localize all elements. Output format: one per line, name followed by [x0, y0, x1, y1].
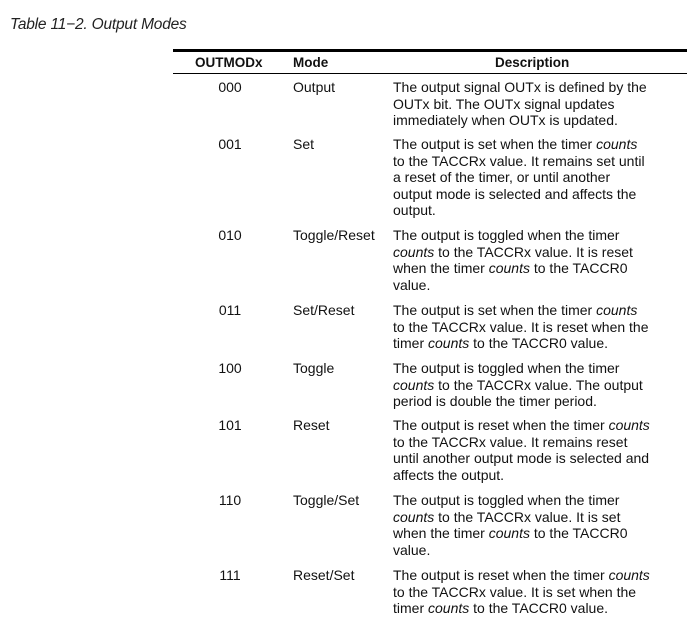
- outmod-code: 001: [218, 136, 242, 152]
- text-segment: The output is reset when the timer: [393, 567, 609, 583]
- text-segment: to the TACCR0 value.: [469, 600, 609, 616]
- text-segment: timer: [393, 335, 428, 351]
- text-segment: to the TACCRx value. The output: [434, 376, 643, 393]
- text-segment: to the TACCR0: [529, 260, 628, 276]
- description-line: [393, 202, 645, 219]
- description-line: [393, 567, 650, 584]
- emphasis-text: counts: [393, 243, 435, 260]
- text-segment: until another output mode is selected and: [393, 450, 650, 466]
- text-segment: The output is toggled when the timer: [393, 360, 620, 376]
- emphasis-text: counts: [393, 376, 435, 393]
- text-segment: to the TACCRx value. It is set: [434, 508, 621, 525]
- description-line: [393, 96, 647, 113]
- text-segment: The output is toggled when the timer: [393, 227, 620, 243]
- header-description: Description: [495, 55, 570, 70]
- description-line: [393, 302, 649, 319]
- description-line: [393, 450, 650, 467]
- text-segment: The output is set when the timer: [393, 136, 597, 152]
- mode-name: Set: [293, 136, 315, 152]
- text-segment: to the TACCRx value. It remains reset: [393, 433, 628, 450]
- text-segment: when the timer: [393, 260, 489, 276]
- description-line: [393, 377, 643, 394]
- header-rule: [173, 73, 687, 74]
- description-line: [393, 260, 633, 277]
- description-line: [393, 244, 633, 261]
- text-segment: timer: [393, 600, 428, 616]
- emphasis-text: counts: [428, 600, 470, 616]
- text-segment: when the timer: [393, 525, 489, 541]
- text-segment: The output is set when the timer: [393, 302, 597, 318]
- mode-description: [393, 492, 628, 558]
- text-segment: The output is reset when the timer: [393, 417, 609, 433]
- text-segment: to the TACCR0: [529, 525, 628, 541]
- text-segment: OUTx bit. The OUTx signal updates: [393, 95, 615, 112]
- text-segment: to the TACCRx value. It is reset when the: [393, 318, 649, 335]
- header-outmodx: OUTMODx: [195, 55, 263, 70]
- output-modes-table: [173, 49, 687, 616]
- emphasis-text: counts: [608, 567, 650, 583]
- outmod-code: 101: [218, 417, 242, 433]
- text-segment: The output is toggled when the timer: [393, 492, 620, 508]
- mode-name: Reset/Set: [293, 567, 355, 583]
- emphasis-text: counts: [596, 136, 638, 152]
- mode-name: Reset: [293, 417, 330, 433]
- text-segment: value.: [393, 276, 431, 293]
- description-line: [393, 434, 650, 451]
- mode-name: Set/Reset: [293, 302, 355, 318]
- text-segment: affects the output.: [393, 466, 505, 483]
- text-segment: output mode is selected and affects the: [393, 185, 637, 202]
- text-segment: The output signal OUTx is defined by the: [393, 79, 647, 95]
- description-line: [393, 136, 645, 153]
- text-segment: to the TACCRx value. It is set when the: [393, 583, 637, 600]
- description-line: [393, 542, 628, 559]
- mode-description: [393, 79, 647, 129]
- description-line: [393, 169, 645, 186]
- description-line: [393, 112, 647, 129]
- description-line: [393, 393, 643, 410]
- description-line: [393, 360, 643, 377]
- text-segment: to the TACCRx value. It remains set until: [393, 152, 645, 169]
- mode-name: Toggle/Set: [293, 492, 360, 508]
- mode-description: [393, 417, 650, 483]
- text-segment: output.: [393, 202, 436, 218]
- description-line: [393, 335, 649, 352]
- description-line: [393, 417, 650, 434]
- emphasis-text: counts: [428, 335, 470, 351]
- mode-description: [393, 567, 650, 617]
- mode-description: [393, 136, 645, 219]
- table-header: [173, 52, 687, 73]
- text-segment: period is double the timer period.: [393, 393, 597, 409]
- description-line: [393, 186, 645, 203]
- text-segment: immediately when OUTx is updated.: [393, 112, 618, 128]
- text-segment: value.: [393, 541, 431, 558]
- mode-name: Toggle/Reset: [293, 227, 375, 243]
- description-line: [393, 319, 649, 336]
- outmod-code: 000: [218, 79, 242, 95]
- mode-description: [393, 360, 643, 410]
- emphasis-text: counts: [393, 508, 435, 525]
- description-line: [393, 79, 647, 96]
- mode-name: Output: [293, 79, 336, 95]
- description-line: [393, 492, 628, 509]
- emphasis-text: counts: [596, 302, 638, 318]
- mode-description: [393, 302, 649, 352]
- outmod-code: 100: [218, 360, 242, 376]
- emphasis-text: counts: [608, 417, 650, 433]
- mode-name: Toggle: [293, 360, 335, 376]
- text-segment: to the TACCR0 value.: [469, 335, 609, 351]
- outmod-code: 111: [219, 567, 241, 583]
- table-caption: Table 11−2. Output Modes: [10, 16, 187, 33]
- emphasis-text: counts: [488, 260, 530, 276]
- description-line: [393, 153, 645, 170]
- description-line: [393, 467, 650, 484]
- description-line: [393, 277, 633, 294]
- description-line: [393, 600, 650, 617]
- emphasis-text: counts: [488, 525, 530, 541]
- text-segment: to the TACCRx value. It is reset: [434, 243, 633, 260]
- outmod-code: 011: [218, 302, 242, 318]
- description-line: [393, 227, 633, 244]
- outmod-code: 010: [218, 227, 242, 243]
- description-line: [393, 584, 650, 601]
- mode-description: [393, 227, 633, 293]
- description-line: [393, 509, 628, 526]
- description-line: [393, 525, 628, 542]
- text-segment: a reset of the timer, or until another: [393, 169, 611, 185]
- outmod-code: 110: [218, 492, 242, 508]
- header-mode: Mode: [293, 55, 329, 70]
